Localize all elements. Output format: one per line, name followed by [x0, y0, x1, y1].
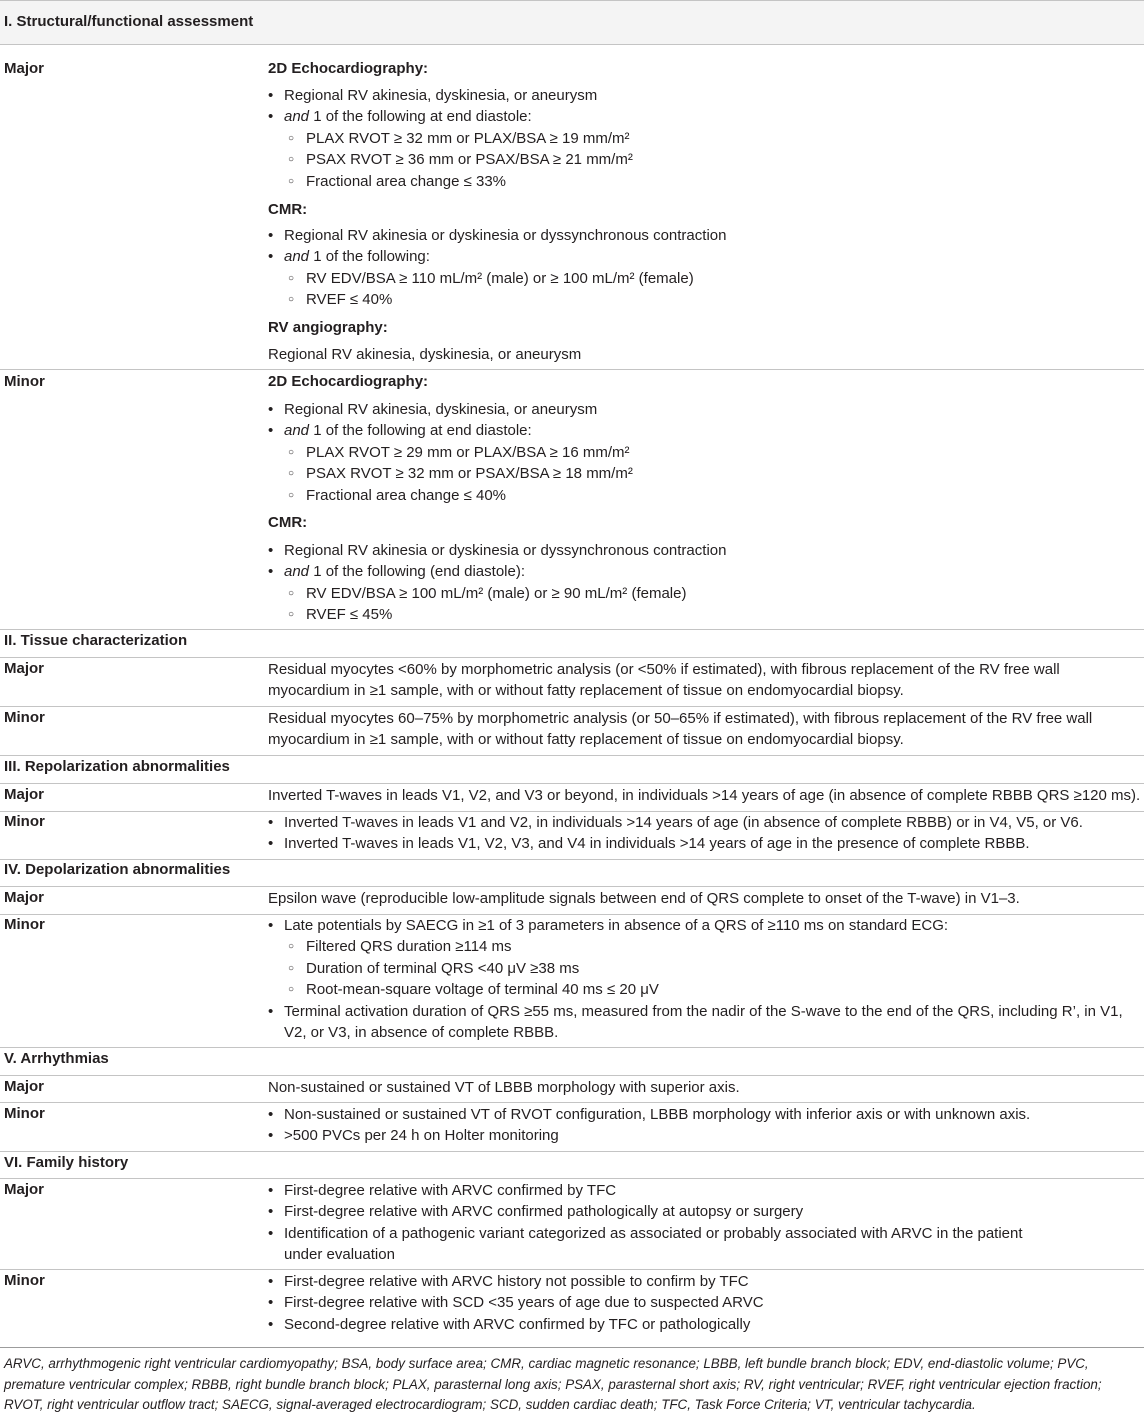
- table-bottom-rule: [0, 1347, 1144, 1348]
- emphasis-text: and: [284, 108, 310, 126]
- sub-list-item: ○ PSAX RVOT ≥ 36 mm or PSAX/BSA ≥ 21 mm/m²: [268, 149, 1142, 170]
- sub-list-item: ○ PLAX RVOT ≥ 32 mm or PLAX/BSA ≥ 19 mm/m²: [268, 128, 1142, 149]
- list-item: • Regional RV akinesia, dyskinesia, or aneurysm: [268, 399, 1142, 420]
- subheading-angiography: RV angiography:: [268, 319, 388, 336]
- list-item: • Regional RV akinesia, dyskinesia, or aneurysm: [268, 85, 1142, 106]
- sub-list-item: ○ PLAX RVOT ≥ 29 mm or PLAX/BSA ≥ 16 mm/m²: [268, 442, 1142, 463]
- list-item: • Regional RV akinesia or dyskinesia or dyssynchronous contraction: [268, 225, 1142, 246]
- criteria-list: [268, 540, 1142, 626]
- category-label: Minor: [4, 916, 45, 933]
- emphasis-text: and: [284, 563, 310, 581]
- section-title-repolarization: III. Repolarization abnormalities: [4, 758, 230, 775]
- list-item: • Regional RV akinesia or dyskinesia or dyssynchronous contraction: [268, 540, 1142, 561]
- category-label: Major: [4, 60, 45, 77]
- section-title-depolarization: IV. Depolarization abnormalities: [4, 861, 231, 878]
- list-item: • First-degree relative with ARVC history not possible to confirm by TFC: [268, 1271, 1142, 1292]
- criteria-text: Residual myocytes 60–75% by morphometric analysis (or 50–65% if estimated), with fibrous replacement of the RV free wall myocardium in ≥1 sample, with or without fatty replacement of tissue on endomyocardial biopsy.: [268, 710, 1093, 749]
- list-item: [268, 246, 1142, 267]
- list-item: • Inverted T-waves in leads V1, V2, V3, and V4 in individuals >14 years of age in the presence of complete RBBB.: [268, 833, 1142, 854]
- list-item: [268, 561, 1142, 582]
- section-header-arrhythmias: [0, 1047, 1144, 1075]
- sub-list-item: ○ Fractional area change ≤ 40%: [268, 485, 1142, 506]
- criteria-list: [268, 399, 1142, 506]
- subheading-echo: 2D Echocardiography:: [268, 373, 429, 390]
- sub-list-item: ○ Fractional area change ≤ 33%: [268, 171, 1142, 192]
- list-item: • Non-sustained or sustained VT of RVOT configuration, LBBB morphology with inferior axis or with unknown axis.: [268, 1104, 1142, 1125]
- sub-list-item: ○ RV EDV/BSA ≥ 110 mL/m² (male) or ≥ 100 mL/m² (female): [268, 268, 1142, 289]
- list-item: • First-degree relative with ARVC confirmed by TFC: [268, 1180, 1058, 1201]
- section-title-arrhythmias: V. Arrhythmias: [4, 1050, 109, 1067]
- emphasis-text: and: [284, 248, 310, 266]
- list-item: • Late potentials by SAECG in ≥1 of 3 parameters in absence of a QRS of ≥110 ms on standard ECG:: [268, 915, 1142, 936]
- list-item: • Second-degree relative with ARVC confirmed by TFC or pathologically: [268, 1314, 1142, 1335]
- list-item: [268, 106, 1142, 127]
- sub-list-item: ○ PSAX RVOT ≥ 32 mm or PSAX/BSA ≥ 18 mm/m²: [268, 463, 1142, 484]
- subheading-cmr: CMR:: [268, 201, 308, 218]
- list-item: [268, 420, 1142, 441]
- subheading-cmr: CMR:: [268, 514, 308, 531]
- criteria-text: Inverted T-waves in leads V1, V2, and V3 or beyond, in individuals >14 years of age (in absence of complete RBBB QRS ≥120 ms).: [268, 787, 1141, 804]
- section-title-tissue: II. Tissue characterization: [4, 632, 188, 649]
- category-label: Major: [4, 1181, 45, 1198]
- emphasis-text: and: [284, 422, 310, 440]
- section-header-family-history: [0, 1151, 1144, 1178]
- criteria-text: Non-sustained or sustained VT of LBBB morphology with superior axis.: [268, 1079, 740, 1096]
- sub-list-item: ○ Filtered QRS duration ≥114 ms: [268, 936, 1142, 957]
- category-label: Minor: [4, 373, 45, 390]
- list-item-text: 1 of the following:: [309, 248, 430, 266]
- criteria-text: Epsilon wave (reproducible low-amplitude signals between end of QRS complete to onset of the T-wave) in V1–3.: [268, 890, 1020, 907]
- category-label: Minor: [4, 813, 45, 830]
- sub-list-item: ○ Root-mean-square voltage of terminal 40 ms ≤ 20 μV: [268, 979, 1142, 1000]
- list-item-text: 1 of the following at end diastole:: [309, 108, 532, 126]
- sub-list-item: ○ RV EDV/BSA ≥ 100 mL/m² (male) or ≥ 90 mL/m² (female): [268, 583, 1142, 604]
- list-item: • Inverted T-waves in leads V1 and V2, in individuals >14 years of age (in absence of complete RBBB) or in V4, V5, or V6.: [268, 812, 1142, 833]
- list-item-text: 1 of the following (end diastole):: [309, 563, 525, 581]
- section-title-family-history: VI. Family history: [4, 1154, 129, 1171]
- category-label: Minor: [4, 1272, 45, 1289]
- criteria-list: [268, 812, 1142, 855]
- section-title-structural: I. Structural/functional assessment: [4, 13, 254, 30]
- category-label: Minor: [4, 1105, 45, 1122]
- criteria-list: [268, 85, 1142, 192]
- list-item-text: 1 of the following at end diastole:: [309, 422, 532, 440]
- sub-list-item: ○ RVEF ≤ 40%: [268, 289, 1142, 310]
- criteria-list: [268, 1271, 1142, 1335]
- criteria-text: Residual myocytes <60% by morphometric analysis (or <50% if estimated), with fibrous replacement of the RV free wall myocardium in ≥1 sample, with or without fatty replacement of tissue on endomyocardial biopsy.: [268, 661, 1060, 700]
- category-label: Major: [4, 1078, 45, 1095]
- list-item: • Terminal activation duration of QRS ≥55 ms, measured from the nadir of the S-wave to the end of the QRS, including R’, in V1, V2, or V3, in absence of complete RBBB.: [268, 1001, 1142, 1044]
- category-label: Major: [4, 786, 45, 803]
- criteria-list: [268, 915, 1142, 1043]
- sub-list-item: ○ Duration of terminal QRS <40 μV ≥38 ms: [268, 958, 1142, 979]
- criteria-list: [268, 225, 1142, 311]
- list-item: • First-degree relative with SCD <35 years of age due to suspected ARVC: [268, 1292, 1142, 1313]
- category-label: Major: [4, 889, 45, 906]
- list-item: • Identification of a pathogenic variant categorized as associated or probably associated with ARVC in the patient under evaluation: [268, 1223, 1058, 1266]
- table-footnote: ARVC, arrhythmogenic right ventricular cardiomyopathy; BSA, body surface area; CMR, cardiac magnetic resonance; LBBB, left bundle branch block; EDV, end-diastolic volume; PVC, premature ventricular complex; RBBB, right bundle branch block; PLAX, parasternal long axis; PSAX, parasternal short axis; RV, right ventricular; RVEF, right ventricular ejection fraction; RVOT, right ventricular outflow tract; SAECG, signal-averaged electrocardiogram; SCD, sudden cardiac death; TFC, Task Force Criteria; VT, ventricular tachycardia.: [4, 1356, 1102, 1412]
- list-item: • >500 PVCs per 24 h on Holter monitoring: [268, 1125, 1142, 1146]
- criteria-list: [268, 1180, 1058, 1266]
- criteria-text: Regional RV akinesia, dyskinesia, or aneurysm: [268, 346, 582, 363]
- subheading-echo: 2D Echocardiography:: [268, 60, 429, 77]
- list-item: • First-degree relative with ARVC confirmed pathologically at autopsy or surgery: [268, 1201, 1058, 1222]
- category-label: Major: [4, 660, 45, 677]
- category-label: Minor: [4, 709, 45, 726]
- sub-list-item: ○ RVEF ≤ 45%: [268, 604, 1142, 625]
- criteria-list: [268, 1104, 1142, 1147]
